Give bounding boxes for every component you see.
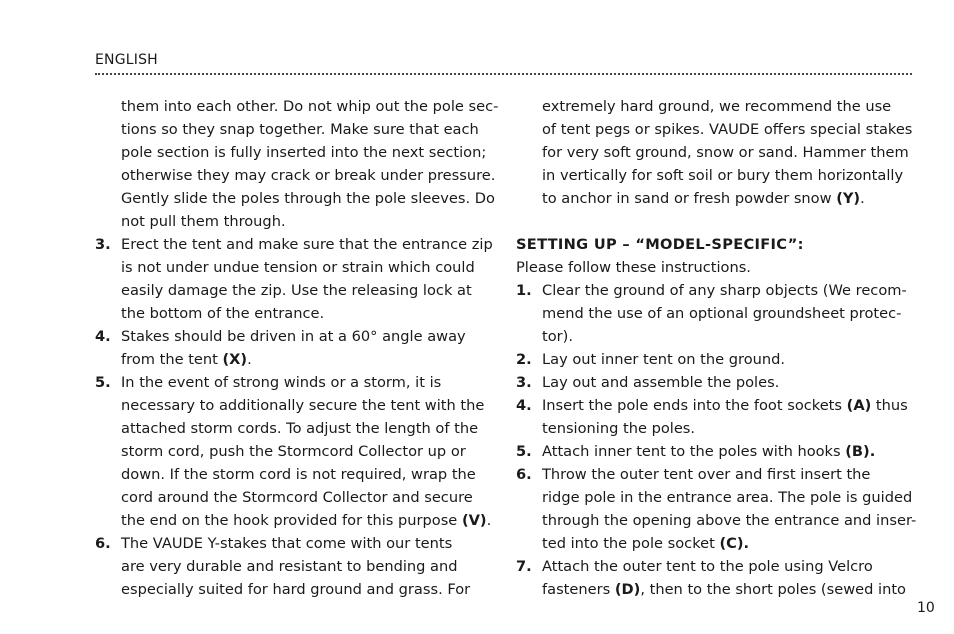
item-text: The VAUDE Y-stakes that come with our tents bbox=[121, 535, 453, 552]
step-text: thus bbox=[871, 397, 908, 414]
step-text: mend the use of an optional groundsheet protec- bbox=[542, 305, 902, 322]
intro-line: pole section is fully inserted into the next section; bbox=[121, 144, 487, 161]
step-text: fasteners bbox=[542, 581, 615, 598]
item-number: 5. bbox=[95, 374, 111, 391]
section-heading: SETTING UP – “MODEL-SPECIFIC”: bbox=[516, 236, 804, 253]
step-number: 4. bbox=[516, 397, 532, 414]
step-text: , then to the short poles (sewed into bbox=[640, 581, 906, 598]
list-item-3 bbox=[95, 233, 495, 325]
list-item-6 bbox=[95, 532, 495, 601]
continuation-line: of tent pegs or spikes. VAUDE offers special stakes bbox=[542, 121, 913, 138]
step-6 bbox=[516, 463, 916, 555]
intro-line: Gently slide the poles through the pole sleeves. Do bbox=[121, 190, 495, 207]
item-text: attached storm cords. To adjust the length of the bbox=[121, 420, 479, 437]
list-item-5 bbox=[95, 371, 495, 532]
item-number: 4. bbox=[95, 328, 111, 345]
continuation-line: extremely hard ground, we recommend the use bbox=[542, 98, 892, 115]
intro-line: otherwise they may crack or break under pressure. bbox=[121, 167, 496, 184]
spacer bbox=[516, 210, 916, 233]
item-text: . bbox=[247, 351, 252, 368]
item-text: . bbox=[486, 512, 492, 529]
figure-ref: (C). bbox=[719, 535, 750, 552]
step-3 bbox=[516, 371, 916, 394]
step-text: Throw the outer tent over and first insert the bbox=[542, 466, 871, 483]
step-text: Insert the pole ends into the foot sockets bbox=[542, 397, 847, 414]
step-text: Clear the ground of any sharp objects (We recom- bbox=[542, 282, 907, 299]
step-text: tor). bbox=[542, 328, 573, 345]
dotted-rule bbox=[95, 73, 912, 75]
step-number: 3. bbox=[516, 374, 532, 391]
continuation-line: to anchor in sand or fresh powder snow bbox=[542, 190, 837, 207]
intro-line: not pull them through. bbox=[121, 213, 286, 230]
figure-ref: (D) bbox=[614, 581, 641, 598]
step-4 bbox=[516, 394, 916, 440]
left-column bbox=[95, 95, 499, 601]
step-2 bbox=[516, 348, 916, 371]
step-number: 6. bbox=[516, 466, 532, 483]
continuation-line: in vertically for soft soil or bury them horizontally bbox=[542, 167, 904, 184]
step-7 bbox=[516, 555, 916, 601]
step-text: Attach inner tent to the poles with hooks bbox=[542, 443, 846, 460]
figure-ref: (A) bbox=[846, 397, 872, 414]
section-intro: Please follow these instructions. bbox=[516, 259, 751, 276]
step-text: Lay out inner tent on the ground. bbox=[542, 351, 786, 368]
figure-ref: (Y) bbox=[836, 190, 861, 207]
figure-ref: (V) bbox=[461, 512, 487, 529]
item-number: 6. bbox=[95, 535, 111, 552]
page-number: 10 bbox=[917, 600, 935, 616]
item-text: necessary to additionally secure the tent with the bbox=[121, 397, 485, 414]
item-number: 3. bbox=[95, 236, 111, 253]
step-text: Lay out and assemble the poles. bbox=[542, 374, 780, 391]
continuation-line: . bbox=[860, 190, 865, 207]
item-text: is not under undue tension or strain which could bbox=[121, 259, 475, 276]
step-number: 7. bbox=[516, 558, 532, 575]
right-column bbox=[516, 95, 916, 601]
step-1 bbox=[516, 279, 916, 348]
item-text: down. If the storm cord is not required, wrap the bbox=[121, 466, 476, 483]
item-text: Stakes should be driven in at a 60° angle away bbox=[121, 328, 466, 345]
item-text: from the tent bbox=[121, 351, 223, 368]
step-text: ridge pole in the entrance area. The pole is guided bbox=[542, 489, 913, 506]
step-text: tensioning the poles. bbox=[542, 420, 696, 437]
item-text: the bottom of the entrance. bbox=[121, 305, 325, 322]
step-number: 1. bbox=[516, 282, 532, 299]
step-text: ted into the pole socket bbox=[542, 535, 720, 552]
intro-line: tions so they snap together. Make sure that each bbox=[121, 121, 479, 138]
step-text: through the opening above the entrance and inser- bbox=[542, 512, 917, 529]
item-text: In the event of strong winds or a storm, it is bbox=[121, 374, 442, 391]
step-5 bbox=[516, 440, 916, 463]
figure-ref: (X) bbox=[222, 351, 248, 368]
step-text: Attach the outer tent to the pole using Velcro bbox=[542, 558, 873, 575]
language-label: ENGLISH bbox=[95, 52, 158, 68]
item-text: especially suited for hard ground and grass. For bbox=[121, 581, 471, 598]
step-number: 2. bbox=[516, 351, 532, 368]
item-text: the end on the hook provided for this purpose bbox=[121, 512, 462, 529]
step-number: 5. bbox=[516, 443, 532, 460]
item-text: storm cord, push the Stormcord Collector up or bbox=[121, 443, 466, 460]
list-item-4 bbox=[95, 325, 495, 371]
item-text: Erect the tent and make sure that the entrance zip bbox=[121, 236, 493, 253]
intro-line: them into each other. Do not whip out the pole sec- bbox=[121, 98, 499, 115]
item-text: easily damage the zip. Use the releasing lock at bbox=[121, 282, 472, 299]
item-text: cord around the Stormcord Collector and secure bbox=[121, 489, 473, 506]
item-text: are very durable and resistant to bending and bbox=[121, 558, 458, 575]
figure-ref: (B). bbox=[845, 443, 876, 460]
continuation-line: for very soft ground, snow or sand. Hammer them bbox=[542, 144, 909, 161]
